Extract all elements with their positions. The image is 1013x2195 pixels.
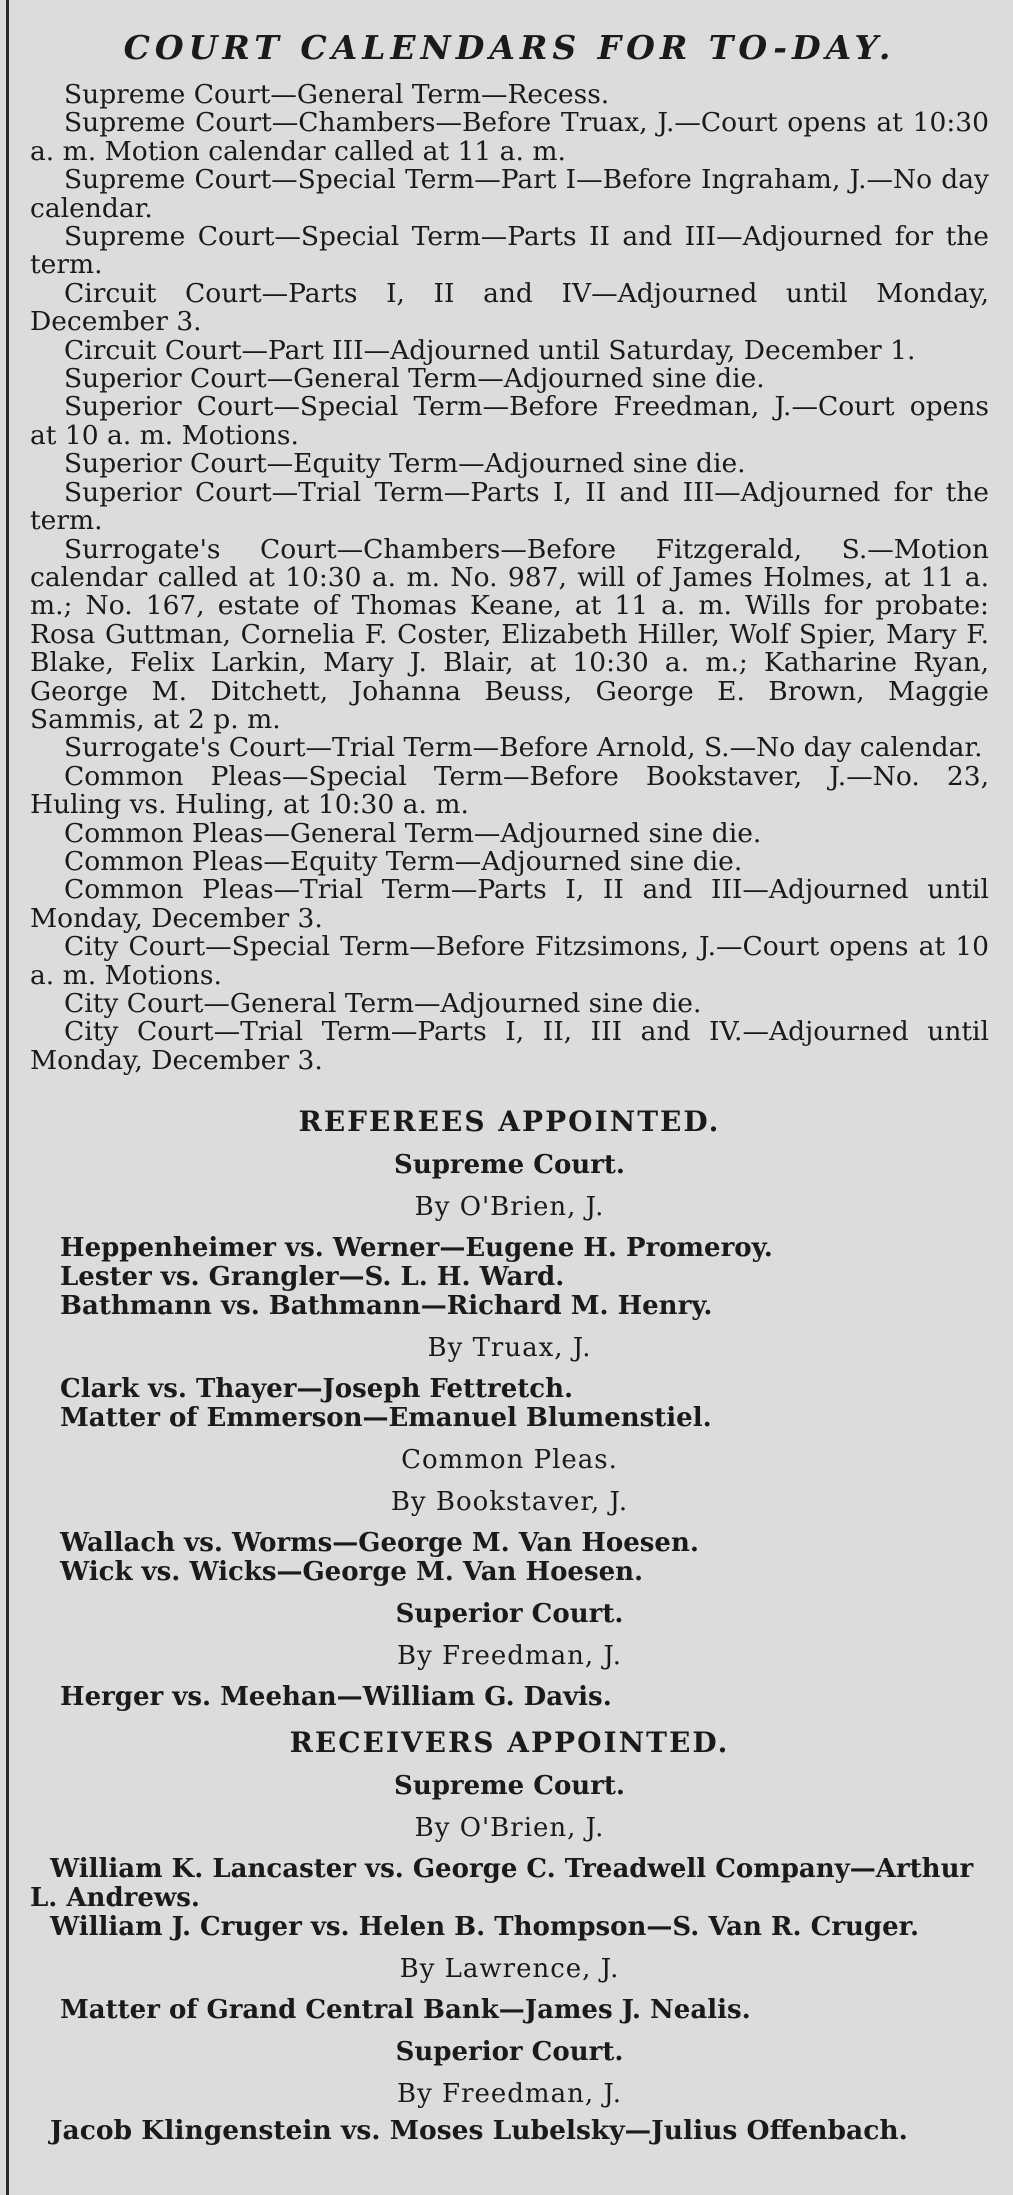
- calendar-entry: Surrogate's Court—Chambers—Before Fitzgerald, S.—Motion calendar called at 10:30 a. m. No. 987, will of James Holmes, at 11 a. m.; No. 167, estate of Thomas Keane, at 11 a. m. Wills for probate: Rosa Guttman, Cornelia F. Coster, Elizabeth Hiller, Wolf Spier, Mary F. Blake, Felix Larkin, Mary J. Blair, at 10:30 a. m.; Katharine Ryan, George M. Ditchett, Johanna Beuss, George E. Brown, Maggie Sammis, at 2 p. m.: [30, 533, 989, 735]
- court-name: Supreme Court.: [394, 1771, 625, 1802]
- judge-name: By Freedman, J.: [396, 1641, 623, 1672]
- calendar-entry: Common Pleas—General Term—Adjourned sine die.: [64, 817, 762, 849]
- court-name: Supreme Court.: [394, 1150, 625, 1181]
- calendar-entry: Supreme Court—Chambers—Before Truax, J.—Court opens at 10:30 a. m. Motion calendar called at 11 a. m.: [30, 107, 989, 167]
- receivers-heading: RECEIVERS APPOINTED.: [289, 1726, 730, 1760]
- receiver-item: Jacob Klingenstein vs. Moses Lubelsky—Julius Offenbach.: [50, 2115, 908, 2147]
- referee-item: Wick vs. Wicks—George M. Van Hoesen.: [60, 1557, 644, 1588]
- calendar-entry: Supreme Court—Special Term—Parts II and III—Adjourned for the term.: [30, 221, 989, 281]
- referee-item: Heppenheimer vs. Werner—Eugene H. Promeroy.: [60, 1233, 773, 1264]
- calendar-entry: Circuit Court—Part III—Adjourned until Saturday, December 1.: [64, 334, 916, 366]
- judge-name: By Freedman, J.: [396, 2079, 623, 2110]
- referees-heading: REFEREES APPOINTED.: [298, 1105, 721, 1139]
- calendar-entry: Common Pleas—Equity Term—Adjourned sine die.: [64, 845, 743, 877]
- calendar-entry: Superior Court—Equity Term—Adjourned sine die.: [64, 448, 746, 480]
- receiver-item: Matter of Grand Central Bank—James J. Nealis.: [60, 1995, 751, 2026]
- calendar-entry: Circuit Court—Parts I, II and IV—Adjourned until Monday, December 3.: [30, 277, 989, 338]
- referee-item: Herger vs. Meehan—William G. Davis.: [60, 1682, 612, 1713]
- calendar-entry: Supreme Court—Special Term—Part I—Before Ingraham, J.—No day calendar.: [30, 164, 989, 224]
- calendar-entry: Surrogate's Court—Trial Term—Before Arnold, S.—No day calendar.: [64, 732, 983, 764]
- calendar-list: [30, 81, 989, 1075]
- court-name: Superior Court.: [395, 1599, 624, 1630]
- referee-item: Clark vs. Thayer—Joseph Fettretch.: [60, 1374, 574, 1405]
- calendar-entry: City Court—Trial Term—Parts I, II, III and IV.—Adjourned until Monday, December 3.: [30, 1016, 989, 1076]
- judge-name: By Truax, J.: [427, 1333, 592, 1364]
- calendar-entry: City Court—Special Term—Before Fitzsimons, J.—Court opens at 10 a. m. Motions.: [30, 931, 989, 991]
- judge-name: By Bookstaver, J.: [390, 1487, 629, 1518]
- calendar-entry: Common Pleas—Trial Term—Parts I, II and III—Adjourned until Monday, December 3.: [30, 874, 989, 934]
- referee-item: Lester vs. Grangler—S. L. H. Ward.: [60, 1262, 565, 1293]
- column-rule: [6, 0, 9, 2195]
- calendar-entry: Superior Court—General Term—Adjourned sine die.: [64, 363, 765, 395]
- receiver-item: William J. Cruger vs. Helen B. Thompson—S. Van R. Cruger.: [50, 1912, 920, 1943]
- referee-item: Bathmann vs. Bathmann—Richard M. Henry.: [60, 1291, 713, 1322]
- referee-item: Wallach vs. Worms—George M. Van Hoesen.: [60, 1528, 699, 1559]
- judge-name: By O'Brien, J.: [414, 1813, 605, 1844]
- receiver-item: William K. Lancaster vs. George C. Treadwell Company—Arthur L. Andrews.: [30, 1854, 974, 1914]
- calendar-entry: Supreme Court—General Term—Recess.: [64, 79, 610, 110]
- calendar-entry: Common Pleas—Special Term—Before Bookstaver, J.—No. 23, Huling vs. Huling, at 10:30 a. m.: [30, 760, 989, 821]
- court-name: Common Pleas.: [401, 1445, 618, 1476]
- calendar-entry: Superior Court—Special Term—Before Freedman, J.—Court opens at 10 a. m. Motions.: [30, 391, 989, 451]
- page-title: COURT CALENDARS FOR TO-DAY.: [123, 28, 896, 67]
- calendar-entry: Superior Court—Trial Term—Parts I, II and III—Adjourned for the term.: [30, 476, 989, 537]
- referee-item: Matter of Emmerson—Emanuel Blumenstiel.: [60, 1403, 712, 1434]
- calendar-entry: City Court—General Term—Adjourned sine die.: [64, 988, 702, 1019]
- court-name: Superior Court.: [395, 2037, 624, 2068]
- judge-name: By Lawrence, J.: [399, 1954, 620, 1985]
- judge-name: By O'Brien, J.: [414, 1192, 605, 1223]
